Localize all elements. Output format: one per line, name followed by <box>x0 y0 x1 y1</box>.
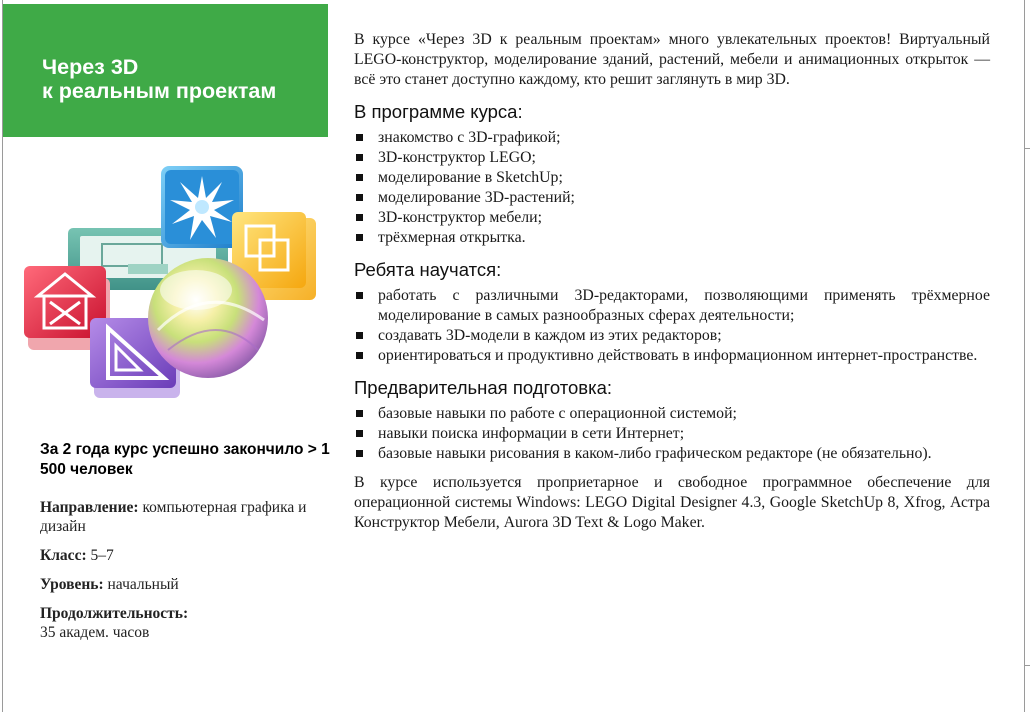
list-item: работать с различными 3D-редакторами, позволяющими применять трёхмерное моделирование в самых разнообразных сферах деятельности; <box>354 286 990 326</box>
meta-level <box>40 575 330 594</box>
list-item: базовые навыки по работе с операционной системой; <box>354 404 990 424</box>
program-heading: В программе курса: <box>354 101 523 122</box>
meta-level-label: Уровень: <box>40 576 104 593</box>
learn-heading: Ребята научатся: <box>354 259 502 280</box>
learn-list <box>354 286 990 366</box>
program-list <box>354 128 990 248</box>
course-title-line-2: к реальным проектам <box>42 79 277 103</box>
meta-duration-label: Продолжительность: <box>40 605 189 622</box>
meta-grade-value: 5–7 <box>90 547 114 564</box>
list-item: создавать 3D-модели в каждом из этих редакторов; <box>354 326 990 346</box>
meta-direction <box>40 498 330 536</box>
intro-paragraph: В курсе «Через 3D к реальным проектам» много увлекательных проектов! Виртуальный LEGO-конструктор, моделирование зданий, растений, мебели и анимационных открыток — всё это станет доступно каждому, кто решит заглянуть в мир 3D. <box>354 31 990 88</box>
meta-level-value: начальный <box>107 576 179 593</box>
list-item: базовые навыки рисования в каком-либо графическом редакторе (не обязательно). <box>354 444 990 464</box>
glass-sphere-icon <box>148 258 268 378</box>
course-description <box>354 30 990 533</box>
prep-heading: Предварительная подготовка: <box>354 377 613 398</box>
list-item: 3D-конструктор мебели; <box>354 208 990 228</box>
list-item: трёхмерная открытка. <box>354 228 990 248</box>
list-item: ориентироваться и продуктивно действовать в информационном интернет-пространстве. <box>354 346 990 366</box>
page-border-mark <box>1025 148 1030 149</box>
software-paragraph: В курсе используется проприетарное и свободное программное обеспечение для операционной системы Windows: LEGO Digital Designer 4.3, Google SketchUp 8, Xfrog, Астра Конструктор Мебели, Aurora 3D Text & Logo Maker. <box>354 474 990 531</box>
list-item: моделирование 3D-растений; <box>354 188 990 208</box>
meta-direction-value: компьютерная графика и дизайн <box>40 499 307 535</box>
course-illustration <box>18 160 323 410</box>
list-item: 3D-конструктор LEGO; <box>354 148 990 168</box>
course-statistic: За 2 года курс успешно закончило > 1 500 человек <box>40 441 330 478</box>
prep-list <box>354 404 990 464</box>
course-title-banner <box>3 4 328 137</box>
meta-direction-label: Направление: <box>40 499 139 516</box>
meta-grade <box>40 546 330 565</box>
list-item: знакомство с 3D-графикой; <box>354 128 990 148</box>
course-title-line-1: Через 3D <box>42 55 139 79</box>
meta-grade-label: Класс: <box>40 547 87 564</box>
page-border-right <box>1024 0 1025 712</box>
list-item: моделирование в SketchUp; <box>354 168 990 188</box>
star-burst-icon <box>161 166 243 248</box>
list-item: навыки поиска информации в сети Интернет; <box>354 424 990 444</box>
meta-duration <box>40 604 330 642</box>
page-border-mark <box>1025 665 1030 666</box>
meta-duration-value: 35 академ. часов <box>40 624 150 641</box>
